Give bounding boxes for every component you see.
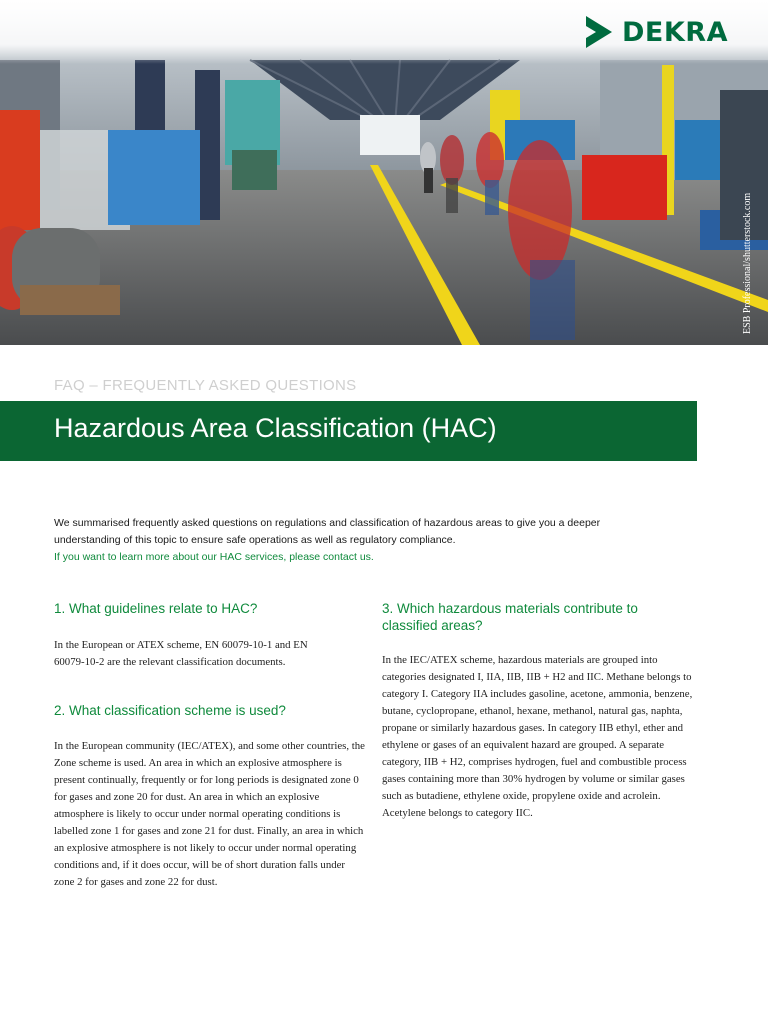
question-3-heading: 3. Which hazardous materials contribute to classified areas? xyxy=(382,601,638,633)
question-1-answer: In the European or ATEX scheme, EN 60079-10-1 and EN 60079-10-2 are the relevant classification documents. xyxy=(54,639,308,668)
question-1 xyxy=(54,600,364,671)
question-2-heading: 2. What classification scheme is used? xyxy=(54,703,286,718)
question-3 xyxy=(382,600,698,822)
intro-text: We summarised frequently asked questions on regulations and classification of hazardous areas to give you a deeper understanding of this topic to ensure safe operations as well as regulatory compliance. xyxy=(54,517,601,546)
question-1-heading: 1. What guidelines relate to HAC? xyxy=(54,601,258,616)
dekra-arrow-icon xyxy=(586,16,612,48)
contact-link[interactable]: If you want to learn more about our HAC services, please contact us. xyxy=(54,551,374,563)
brand-name: DEKRA xyxy=(622,16,728,48)
question-2-answer: In the European community (IEC/ATEX), and some other countries, the Zone scheme is used. An area in which an explosive atmosphere is present continually, frequently or for long periods is designated zone 0 for gases and zone 20 for dust. An area in which an explosive atmosphere is likely to occur under normal operating conditions is labelled zone 1 for gases and zone 21 for dust. Finally, an area in which an explosive atmosphere is not likely to occur under normal operating conditions and, if it does occur, will be of short duration falls under zone 2 for gases and zone 22 for dust. xyxy=(54,740,365,888)
question-3-answer: In the IEC/ATEX scheme, hazardous materials are grouped into categories designated I, IIA, IIB, IIB + H2 and IIC. Methane belongs to category I. Category IIA includes gasoline, acetone, ammonia, benzene, butane, cyclopropane, ethanol, hexane, methanol, natural gas, naphta, propane or similarly hazardous gases. In category IIB ethyl, ether and ethylene or gases of an equivalent hazard are grouped. A separate category, IIB + H2, comprises hydrogen, fuel and combustible process gases containing more than 30% hydrogen by volume or similar gases such as butadiene, ethylene oxide, propylene oxide and acrolein. Acetylene belongs to category IIC. xyxy=(382,654,693,819)
title-bar xyxy=(0,401,697,461)
dekra-logo xyxy=(586,14,728,50)
faq-label: FAQ – FREQUENTLY ASKED QUESTIONS xyxy=(54,377,357,394)
logo-bar xyxy=(0,0,768,64)
image-credit: ESB Professional/shutterstock.com xyxy=(742,192,753,334)
page-title: Hazardous Area Classification (HAC) xyxy=(54,413,497,443)
question-2 xyxy=(54,702,364,891)
